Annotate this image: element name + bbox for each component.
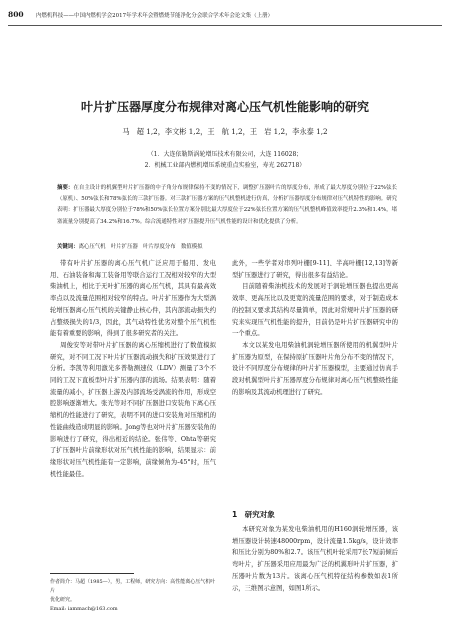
right-column [232,258,398,398]
running-header: 内燃机科技——中国内燃机学会2017年学术年会暨燃烧节能净化分会联合学术年会论文集（上册） [36,13,273,19]
keywords [57,242,397,252]
keywords-text: 离心压气机 叶片扩压器 叶片厚度分布 数值模拟 [78,244,203,250]
footnote-line: 作者简介：马超（1985—），男，工程师，研究方向：高性能离心压气机叶片 [50,579,216,594]
footnote-rule [50,573,134,574]
paper-title: 叶片扩压器厚度分布规律对离心压气机性能影响的研究 [80,100,369,114]
paragraph: 周俊安等对带叶片扩压器的离心压缩机进行了数值模拟研究，对不同工况下叶片扩压器流动损失和扩压效果进行了分析。李凯等利用激光多普勒测速仪（LDV）测量了3个不同的工况下直板型叶片扩压器内部的流场。结果表明：随着流量的减小，扩压器上游及内部流场受涡流的作用，形成空腔影响逐渐增大。张光等对不同扩压器进口安装角下离心压缩机的性能进行了研究，表明不同的进口安装角对压缩机的性能曲线造成明显的影响。Jong等也对叶片扩压器安装角的影响进行了研究，得出相近的结论。张伟等、Ohta等研究了扩压器叶片前缘形状对压气机性能的影响，结果显示：前缘形状对压气机性能有一定影响，前缘倾角为-45°时，压气机性能最佳。 [50,341,216,478]
paragraph: 带有叶片扩压器的离心压气机广泛应用于船用、发电用、石油装备和海工装备用等联合运行工况相对较窄的大型柴油机上，相比于无叶扩压器的离心压气机，其具有最高效率点以及流量范围相对较窄的特点。叶片扩压器作为大型涡轮增压器离心压气机的关键静止核心件，其内部流动损失约占整级损失的1/3，因此，其气动特性优劣对整个压气机性能有着重要的影响，得到了很多研究者的关注。 [50,260,216,338]
footnote-line: 优化研究。 [50,597,76,603]
left-column [50,258,216,480]
abstract-label: 摘要： [57,185,74,191]
page-number: 800 [8,10,24,19]
paragraph: 此外，一些学者对串列叶栅[9-11]、半高叶栅[12,13]等新型扩压器进行了研究，得出很多有益结论。 [232,260,398,279]
section-heading: 1 研究对象 [232,510,275,519]
section-body [232,524,398,594]
paragraph: 本研究对象为某发电柴油机用的H160涡轮增压器，该增压器设计转速48000rpm，设计流量1.5kg/s，设计效率和压比分别为80%和2.7。该压气机叶轮采用7长7短前倾后弯叶片，扩压器采用应用最为广泛的机翼形叶片扩压器，扩压器叶片数为13片。该离心压气机特征结构参数如表1所示，三维图示意图，如图1所示。 [232,526,398,592]
affiliation-1: （1．大连依勒斯涡轮增压技术有限公司，大连 116028； [147,151,303,158]
paragraph: 目前随着柴油机技术的发展对于涡轮增压器也提出更高效率、更高压比以及更宽的流量范围的要求，对于制造成本的控制又要求其结构尽量简单，因此对常规叶片扩压器的研究来实现压气机性能的提升，目前仍是叶片扩压器研究中的一个重点。 [232,283,398,338]
footnote [50,578,220,614]
paragraph: 本文以某发电用柴油机涡轮增压器所使用的机翼型叶片扩压器为原型，在保持原扩压器叶片角分布不变的情况下，设计不同厚度分布规律的叶片扩压器模型，主要通过仿真手段对机翼型叶片扩压器厚度分布规律对离心压气机整级性能的影响及其流动机理进行了研究。 [232,341,398,396]
affiliation-2: 2．机械工业部内燃机增压系统重点实验室，寿光 262718） [144,162,306,169]
abstract [57,183,397,228]
author-list: 马 超 1,2，李文彬 1,2，王 航 1,2，王 岩 1,2，李永泰 1,2 [122,127,328,136]
footnote-email: Email: iammach@163.com [50,606,118,612]
abstract-text: 在自主设计的机翼型叶片扩压器的中子角分布规律保持不变的情况下，调整扩压器叶片的厚度分布，形成了最大厚度分别位于22%弦长（原机）、50%弦长和78%弦长的三款扩压器。对三款扩压器方案的压气机整机进行仿真，分析扩压器厚度分布规律对压气机特性的影响。研究表明：扩压器最大厚度分别位于78%和50%弦长位置方案分别比最大厚度位于22%弦长位置方案的压气机整机峰值效率提升2.3%和1.4%，堵塞流量分别提高了34.2%和16.7%。综合流通特性对扩压器提升压气机性能的设计和优化提供了分析。 [57,185,397,225]
keywords-label: 关键词： [57,244,79,250]
